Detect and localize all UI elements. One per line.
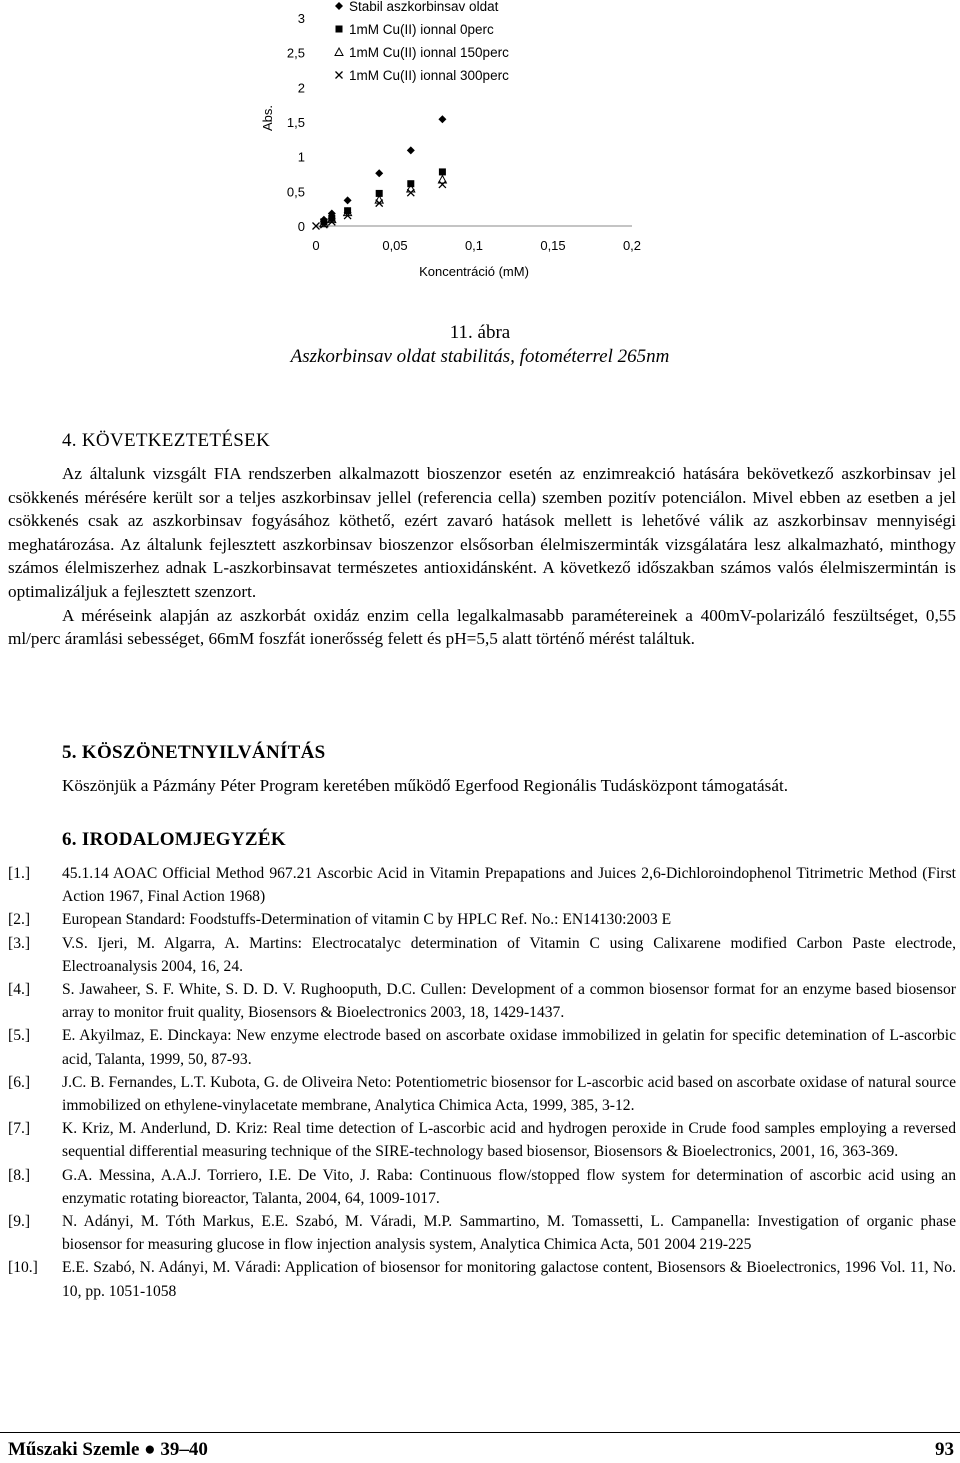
legend-label: 1mM Cu(II) ionnal 150perc (349, 45, 509, 60)
reference-number: [5.] (8, 1027, 31, 1045)
figure-caption: Aszkorbinsav oldat stabilitás, fotométerrel 265nm (290, 346, 670, 367)
reference-item (8, 1256, 956, 1302)
section6-heading: 6. IRODALOMJEGYZÉK (62, 829, 286, 850)
chart-svg (0, 0, 960, 290)
reference-text: J.C. B. Fernandes, L.T. Kubota, G. de Oliveira Neto: Potentiometric biosensor for L-ascorbic acid based on ascorbate oxidase of natural source immobilized on ethylene-vinylacetate membrane, Analytica Chimica Acta, 1999, 385, 3-12. (62, 1073, 956, 1115)
reference-text: G.A. Messina, A.A.J. Torriero, I.E. De Vito, J. Raba: Continuous flow/stopped flow system for determination of ascorbic acid using an enzymatic rotating bioreactor, Talanta, 2004, 64, 1009-1017. (62, 1166, 956, 1207)
x-tick-label: 0 (312, 238, 320, 253)
reference-text: European Standard: Foodstuffs-Determination of vitamin C by HPLC Ref. No.: EN14130:2003 E (62, 911, 672, 929)
reference-list (8, 862, 956, 1303)
reference-text: K. Kriz, M. Anderlund, D. Kriz: Real time detection of L-ascorbic acid and hydrogen peroxide in Crude food samples employing a reversed sequential differential measuring technique of the SIRE-technology based biosensor, Biosensors & Bioelectronics, 2001, 16, 363-369. (62, 1120, 956, 1161)
legend-marker-square (336, 26, 343, 33)
y-tick-label: 1 (297, 149, 305, 165)
reference-number: [4.] (8, 981, 31, 999)
reference-item (8, 908, 956, 931)
footer-rule (0, 1432, 960, 1433)
reference-text: E. Akyilmaz, E. Dinckaya: New enzyme electrode based on ascorbate oxidase immobilized in gelatin for specific detemination of L-ascorbic acid, Talanta, 1999, 50, 87-93. (62, 1027, 956, 1068)
x-axis-label: Koncentráció (mM) (419, 264, 529, 279)
reference-number: [6.] (8, 1073, 31, 1091)
figure-number: 11. ábra (449, 322, 511, 343)
reference-number: [2.] (8, 911, 31, 929)
section5-heading: 5. KÖSZÖNETNYILVÁNÍTÁS (62, 742, 326, 763)
reference-number: [9.] (8, 1213, 31, 1231)
reference-item (8, 1117, 956, 1163)
x-tick-label: 0,1 (464, 238, 484, 253)
reference-number: [3.] (8, 934, 31, 952)
section4-body (8, 462, 956, 651)
footer-journal: Műszaki Szemle ● 39–40 (8, 1439, 208, 1460)
reference-text: V.S. Ijeri, M. Algarra, A. Martins: Electrocatalyc determination of Vitamin C using Calixarene modified Carbon Paste electrode, Electroanalysis 2004, 16, 24. (62, 934, 956, 975)
reference-text: E.E. Szabó, N. Adányi, M. Váradi: Application of biosensor for monitoring galactose content, Biosensors & Bioelectronics, 1996 Vol. 11, No. 10, pp. 1051-1058 (62, 1259, 956, 1300)
section4-heading: 4. KÖVETKEZTETÉSEK (62, 430, 271, 451)
reference-item (8, 1210, 956, 1256)
y-tick-label: 3 (297, 11, 305, 26)
legend-label: Stabil aszkorbinsav oldat (349, 0, 499, 14)
section4-paragraph-2: A méréseink alapján az aszkorbát oxidáz enzim cella legalkalmasabb paramétereinek a 400mV-polarizáló feszültséget, 0,55 ml/perc áramlási sebességet, 66mM foszfát ionerősség felett és pH=5,5 alatt történő mérést találtuk. (8, 605, 956, 649)
reference-number: [7.] (8, 1120, 31, 1138)
reference-item (8, 1024, 956, 1070)
y-tick-label: 0 (297, 219, 305, 234)
data-point-diamond (438, 115, 446, 123)
reference-item (8, 978, 956, 1024)
reference-text: S. Jawaheer, S. F. White, S. D. D. V. Rughooputh, D.C. Cullen: Development of a common biosensor format for an enzyme based biosensor array to monitor fruit quality, Biosensors & Bioelectronics 2003, 18, 1429-1437. (62, 981, 956, 1022)
reference-number: [10.] (8, 1259, 38, 1277)
legend-label: 1mM Cu(II) ionnal 0perc (349, 22, 494, 37)
data-point-diamond (375, 169, 383, 177)
reference-text: 45.1.14 AOAC Official Method 967.21 Ascorbic Acid in Vitamin Prepapations and Juices 2,6-Dichloroindophenol Titrimetric Method (First Action 1967, Final Action 1968) (62, 865, 956, 906)
reference-text: N. Adányi, M. Tóth Markus, E.E. Szabó, M. Váradi, M.P. Sammartino, M. Tomassetti, L. Campanella: Investigation of organic phase biosensor for measuring glucose in flow injection analysis system, Analytica Chimica Acta, 501 2004 219-225 (62, 1213, 956, 1254)
x-tick-label: 0,15 (540, 238, 566, 253)
y-axis-label: Abs. (260, 104, 275, 132)
data-point-diamond (344, 196, 352, 204)
x-tick-label: 0,05 (382, 238, 408, 253)
reference-item (8, 862, 956, 908)
data-point-diamond (407, 146, 415, 154)
data-point-x (407, 189, 414, 196)
data-point-x (439, 181, 446, 188)
y-tick-label: 1,5 (286, 115, 305, 130)
section4-paragraph-1: Az általunk vizsgált FIA rendszerben alkalmazott bioszenzor esetén az enzimreakció hatására bekövetkező aszkorbinsav jel csökkenés mérésére került sor a teljes aszkorbinsav jellel (referencia cella) szemben pozitív potenciálon. Mivel ebben az esetben a jel csökkenés csak az aszkorbinsav fogyásához köthető, ezért zavaró hatások mellett is lehetővé válik az aszkorbinsav mennyiségi meghatározása. Az általunk fejlesztett aszkorbinsav bioszenzor elsősorban élelmiszerminták vizsgálatára lesz alkalmazható, minthogy számos élelmiszerhez adnak L-aszkorbinsavat természetes antioxidánsként. A következő időszakban számos valós élelmiszermintán is optimalizáljuk a fejlesztett szenzort. (8, 464, 956, 601)
reference-number: [8.] (8, 1166, 31, 1184)
y-tick-label: 0,5 (286, 184, 305, 200)
legend-marker-triangle (335, 48, 343, 56)
reference-item (8, 932, 956, 978)
reference-item (8, 1071, 956, 1117)
x-tick-label: 0,2 (622, 238, 642, 253)
legend-label: 1mM Cu(II) ionnal 300perc (349, 68, 509, 83)
reference-item (8, 1164, 956, 1210)
acknowledgement-text: Köszönjük a Pázmány Péter Program keretében működő Egerfood Regionális Tudásközpont támogatását. (62, 776, 789, 795)
reference-number: [1.] (8, 865, 31, 882)
y-tick-label: 2 (297, 80, 305, 96)
absorbance-chart (0, 0, 960, 290)
legend-marker-diamond (335, 2, 343, 10)
page-number: 93 (935, 1439, 954, 1460)
data-point-square (439, 168, 446, 175)
y-tick-label: 2,5 (286, 45, 305, 61)
legend-marker-x (336, 72, 343, 79)
